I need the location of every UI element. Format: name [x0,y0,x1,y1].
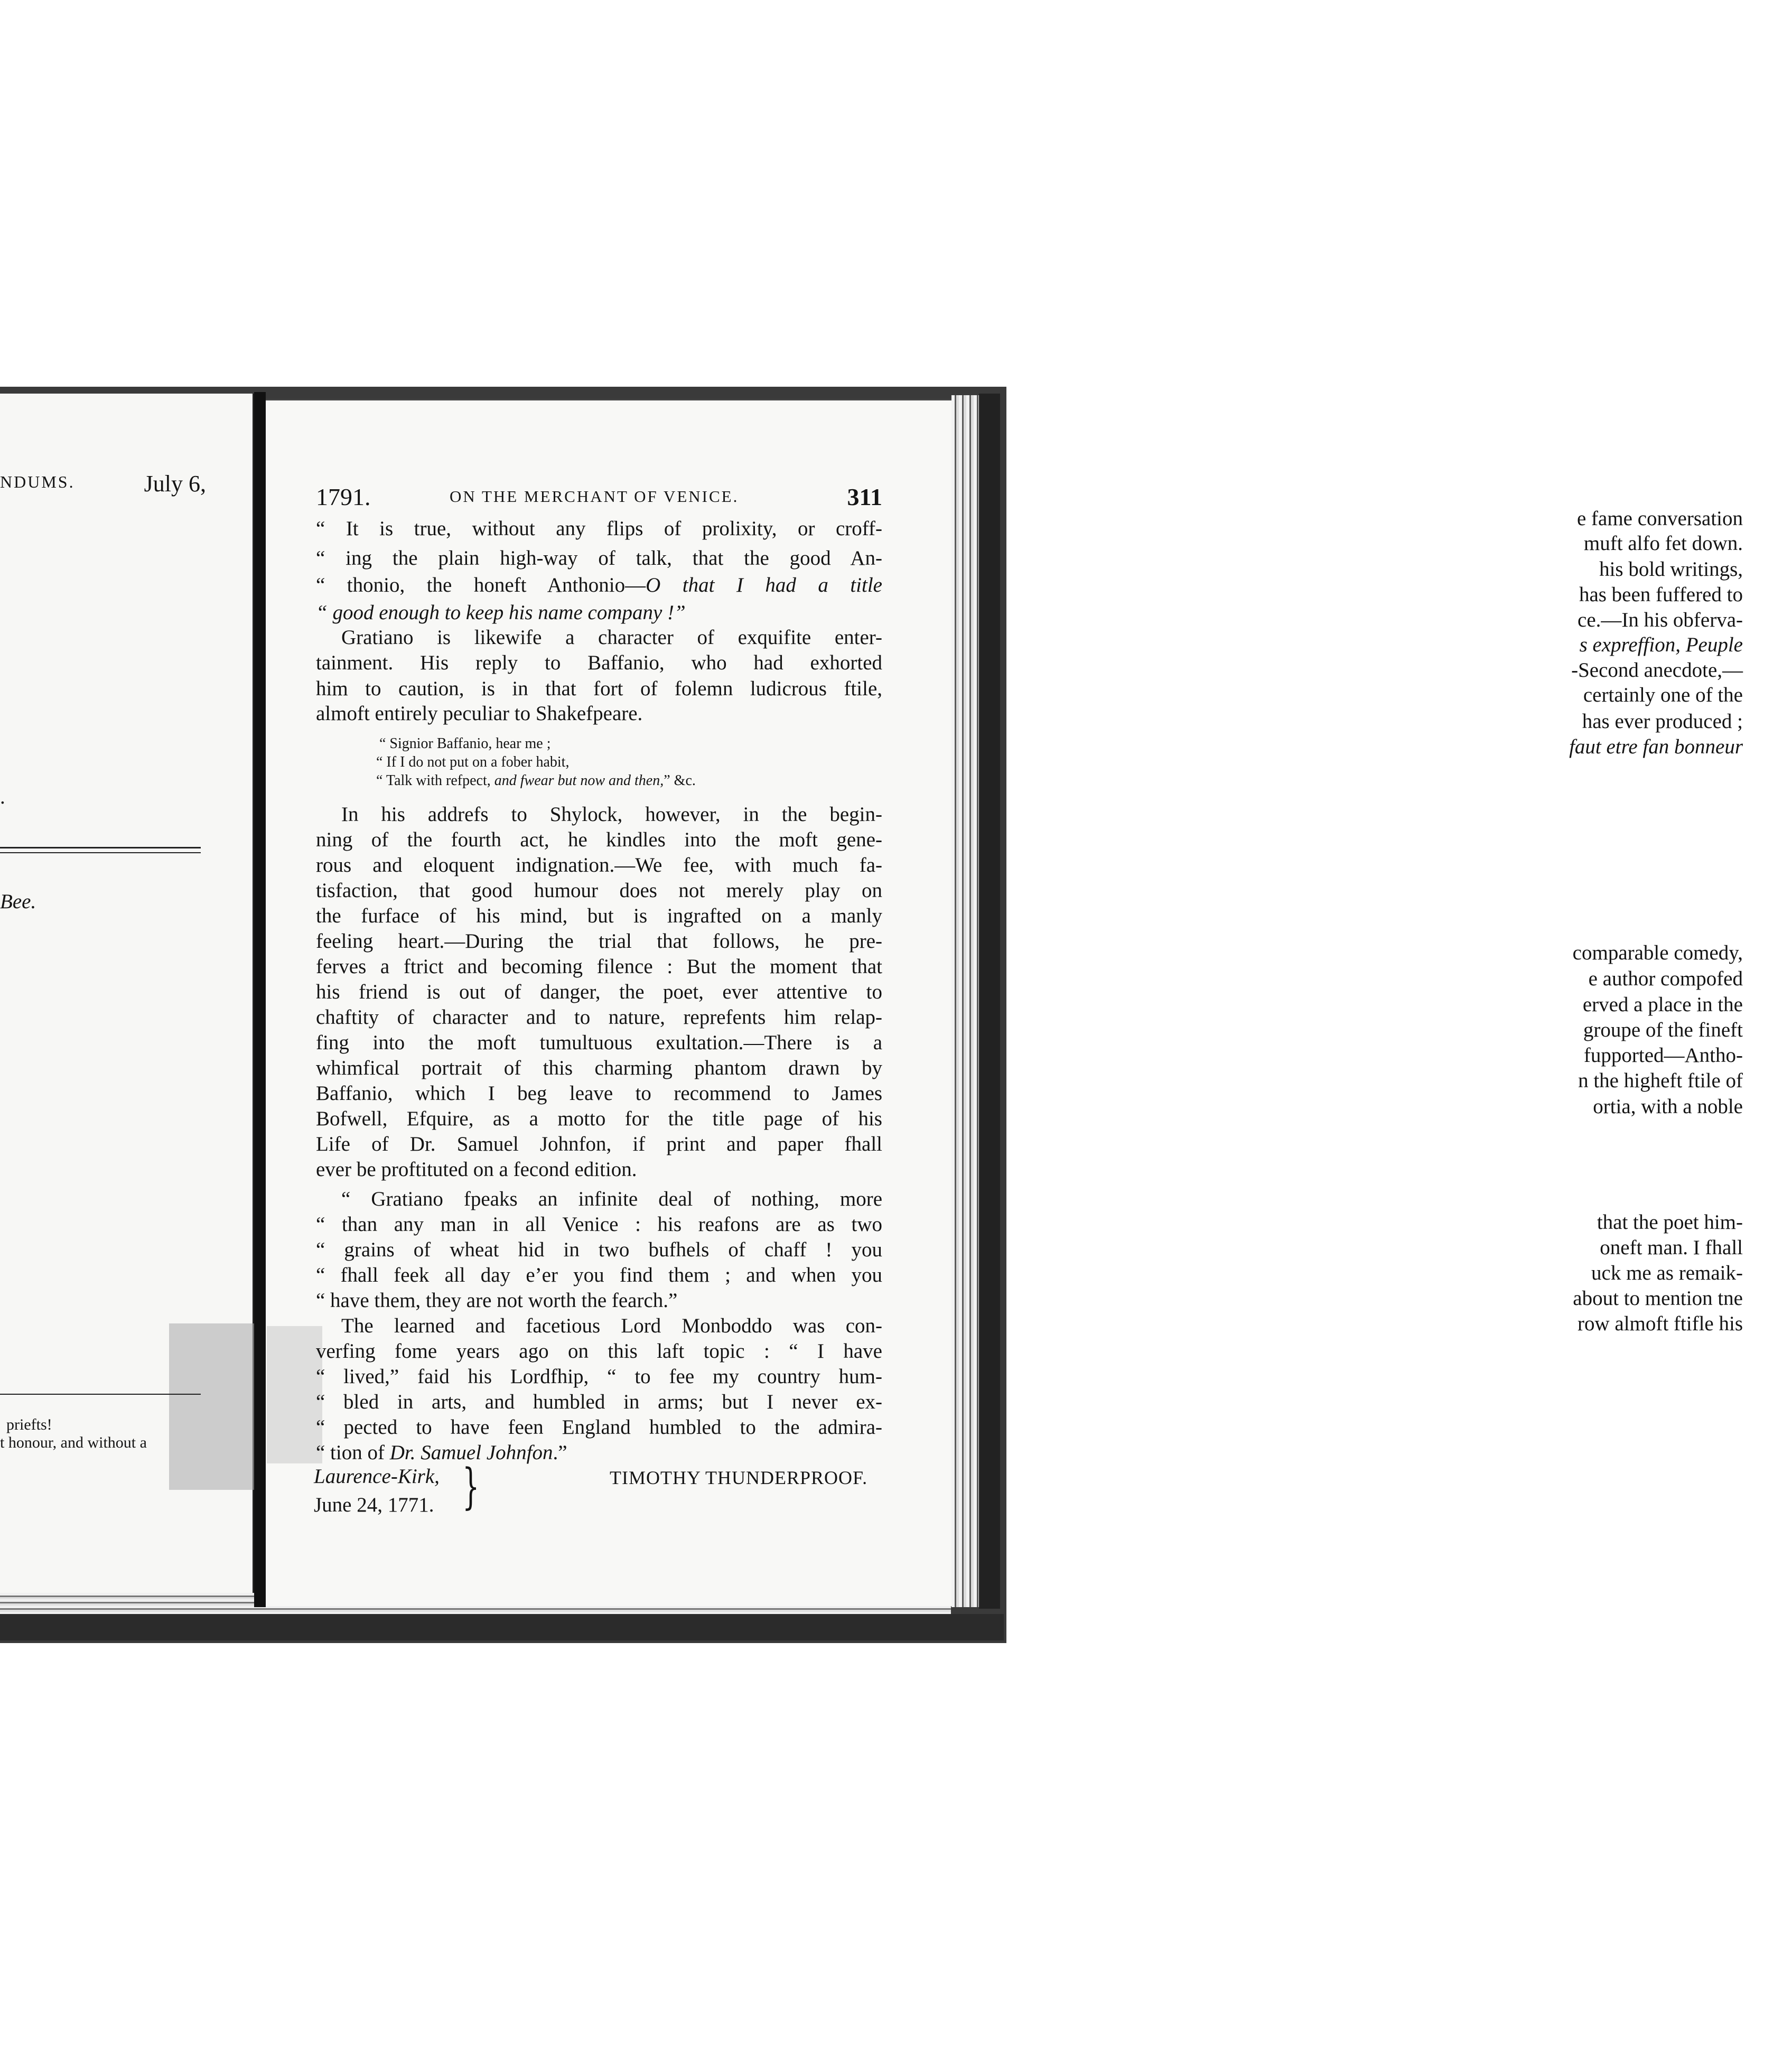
text-line: tainment. His reply to Baffanio, who had exhorted [316,651,882,674]
text-line: “ bled in arts, and humbled in arms; but I never ex- [316,1391,882,1413]
signature-place: Laurence-Kirk, [314,1465,440,1488]
footnote-rule [0,1394,201,1395]
left-header-date: July 6, [144,471,206,497]
right-page-header [316,483,882,512]
brace-glyph: } [462,1458,480,1515]
text-line: whimfical portrait of this charming phantom drawn by [316,1057,882,1079]
left-line: fupported—Antho- [1583,1044,1743,1067]
left-line: ortia, with a noble [1593,1095,1743,1118]
double-rule [0,847,201,848]
text-line: In his addrefs to Shylock, however, in the begin- [341,803,882,826]
text-line: rous and eloquent indignation.—We fee, with much fa- [316,854,882,876]
text-line: “ It is true, without any flips of prolixity, or croff- [316,517,882,540]
left-running-head: NDUMS. [0,472,75,491]
left-line: . [0,786,5,808]
cover-edge [979,394,1000,1609]
text-line-part: “ thonio, the honeft Anthonio— [316,574,646,596]
book-gutter [254,392,266,1607]
left-line: e author compofed [1588,967,1743,990]
verse-part: ” &c. [664,772,696,789]
footnote-line: t honour, and without a [0,1434,147,1451]
text-line: Baffanio, which I beg leave to recommend to James [316,1082,882,1105]
text-line: “ lived,” faid his Lordfhip, “ to fee my country hum- [316,1365,882,1388]
left-line: comparable comedy, [1572,941,1743,964]
left-line: row almoft ftifle his [1577,1312,1743,1335]
text-line: “ good enough to keep his name company !” [316,601,686,624]
left-line: n the higheft ftile of [1578,1069,1743,1092]
text-line: “ pected to have feen England humbled to the admira- [316,1416,882,1439]
left-line: faut etre fan bonneur [1569,735,1743,758]
text-line: chaftity of character and to nature, reprefents him relap- [316,1006,882,1029]
text-line: “ Gratiano fpeaks an infinite deal of nothing, more [341,1188,882,1210]
text-line: tisfaction, that good humour does not merely play on [316,879,882,902]
text-line: “ have them, they are not worth the fearch.” [316,1289,678,1312]
italic-name: Dr. Samuel Johnfon [389,1441,553,1464]
section-heading: Bee. [0,890,36,913]
text-line: ning of the fourth act, he kindles into the moft gene- [316,828,882,851]
italic-quote: O that I had a title [646,574,882,596]
text-line: Life of Dr. Samuel Johnfon, if print and paper fhall [316,1133,882,1155]
text-line: the furface of his mind, but is ingrafted on a manly [316,904,882,927]
text-line: The learned and facetious Lord Monboddo was con- [341,1314,882,1337]
footnote-line: priefts! [6,1416,52,1433]
text-line: Gratiano is likewife a character of exquifite enter- [341,626,882,649]
left-line: ce.—In his obferva- [1578,609,1743,631]
text-line: ferves a ftrict and becoming filence : But the moment that [316,955,882,978]
text-line: fing into the moft tumultuous exultation.—There is a [316,1031,882,1054]
left-line: uck me as remaik- [1591,1262,1743,1284]
text-line: his friend is out of danger, the poet, ever attentive to [316,981,882,1003]
left-line: e fame conversation [1576,507,1743,530]
verse-line: “ If I do not put on a fober habit, [376,754,570,770]
text-line-part: .” [553,1441,567,1464]
left-line: certainly one of the [1583,684,1743,706]
page-number: 311 [847,483,882,510]
text-line: verfing fome years ago on this laft topic : “ I have [316,1340,882,1363]
text-line [316,1440,882,1466]
left-line: that the poet him- [1597,1211,1743,1234]
double-rule [0,852,201,853]
left-line: groupe of the fineft [1583,1019,1743,1041]
left-line: -Second anecdote,— [1571,659,1743,682]
text-line: “ than any man in all Venice : his reafons are as two [316,1213,882,1236]
left-line: has ever produced ; [1582,710,1743,733]
text-line: “ ing the plain high-way of talk, that the good An- [316,547,882,570]
verse-italic: and fwear but now and then, [494,772,664,789]
verse-line [376,772,696,789]
text-line: ever be proftituted on a fecond edition. [316,1158,637,1181]
header-year: 1791. [316,483,371,510]
text-line: “ grains of wheat hid in two bufhels of chaff ! you [316,1238,882,1261]
left-line: his bold writings, [1599,558,1743,581]
text-line: Bofwell, Efquire, as a motto for the title page of his [316,1107,882,1130]
text-line: feeling heart.—During the trial that follows, he pre- [316,930,882,953]
text-line [316,573,882,598]
left-line: about to mention tne [1573,1287,1743,1310]
page-edges-right [951,395,979,1607]
verse-line: “ Signior Baffanio, hear me ; [379,735,551,752]
verse-part: “ Talk with refpect, [376,772,494,789]
text-line: almoft entirely peculiar to Shakefpeare. [316,702,643,725]
text-line: him to caution, is in that fort of folemn ludicrous ftile, [316,677,882,700]
text-line: “ fhall feek all day e’er you find them ; and when you [316,1264,882,1286]
left-line: muft alfo fet down. [1583,532,1743,555]
left-line: erved a place in the [1582,993,1743,1016]
left-line: s expreffion, Peuple [1579,633,1743,656]
text-line-part: “ tion of [316,1441,390,1464]
signature-name: TIMOTHY THUNDERPROOF. [610,1467,868,1488]
running-title: ON THE MERCHANT OF VENICE. [450,487,739,506]
cover-bottom [0,1614,1004,1640]
left-line: oneft man. I fhall [1600,1236,1743,1259]
page-stain [267,1326,322,1463]
left-line: has been fuffered to [1579,583,1743,606]
signature-date: June 24, 1771. [314,1494,434,1516]
